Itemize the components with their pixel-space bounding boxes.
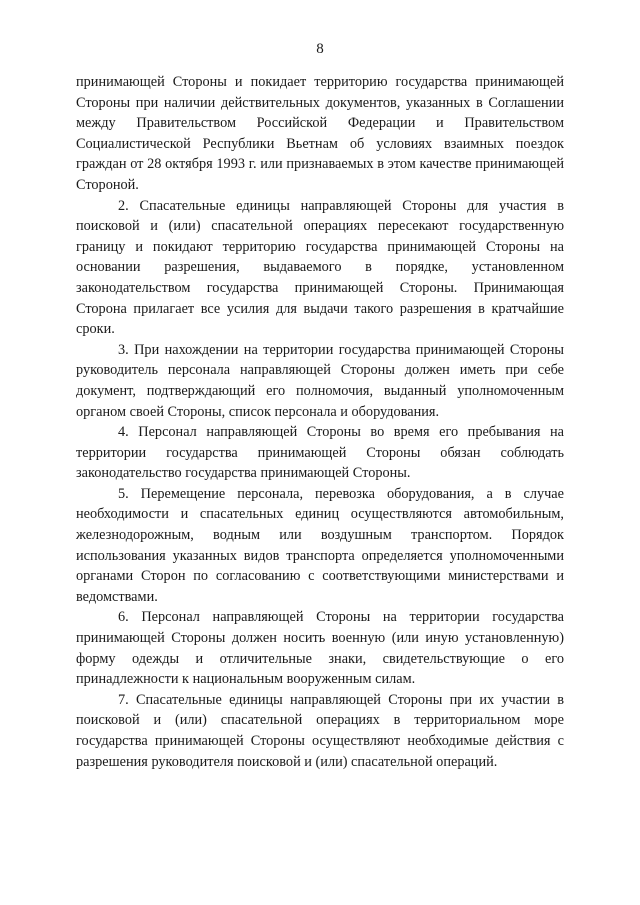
paragraph-2: 2. Спасательные единицы направляющей Стороны для участия в поисковой и (или) спасательной операциях пересекают государственную границу и покидают территорию государства принимающей Стороны на основании разрешения, выдаваемого в порядке, установленном законодательством государства принимающей Стороны. Принимающая Сторона прилагает все усилия для выдачи такого разрешения в кратчайшие сроки. — [76, 197, 564, 338]
document-body — [76, 72, 564, 772]
paragraph-6: 6. Персонал направляющей Стороны на территории государства принимающей Стороны должен носить военную (или иную установленную) форму одежды и отличительные знаки, свидетельствующие о его принадлежности к национальным вооруженным силам. — [76, 609, 564, 688]
paragraph-3: 3. При нахождении на территории государства принимающей Стороны руководитель персонала направляющей Стороны должен иметь при себе документ, подтверждающий его полномочия, выданный уполномоченным органом своей Стороны, список персонала и оборудования. — [76, 341, 564, 420]
page-number: 8 — [316, 41, 324, 57]
paragraph-5: 5. Перемещение персонала, перевозка оборудования, а в случае необходимости и спасательных единиц осуществляются автомобильным, железнодорожным, водным или воздушным транспортом. Порядок использования указанных видов транспорта определяется уполномоченными органами Сторон по согласованию с соответствующими министерствами и ведомствами. — [76, 485, 564, 605]
paragraph-continuation: принимающей Стороны и покидает территорию государства принимающей Стороны при наличии действительных документов, указанных в Соглашении между Правительством Российской Федерации и Правительством Социалистической Республики Вьетнам об условиях взаимных поездок граждан от 28 октября 1993 г. или признаваемых в этом качестве принимающей Стороной. — [76, 74, 564, 193]
paragraph-4: 4. Персонал направляющей Стороны во время его пребывания на территории государства принимающей Стороны обязан соблюдать законодательство государства принимающей Стороны. — [76, 424, 564, 482]
paragraph-7: 7. Спасательные единицы направляющей Стороны при их участии в поисковой и (или) спасательной операциях в территориальном море государства принимающей Стороны осуществляют необходимые действия с разрешения руководителя поисковой и (или) спасательной операций. — [76, 691, 564, 770]
